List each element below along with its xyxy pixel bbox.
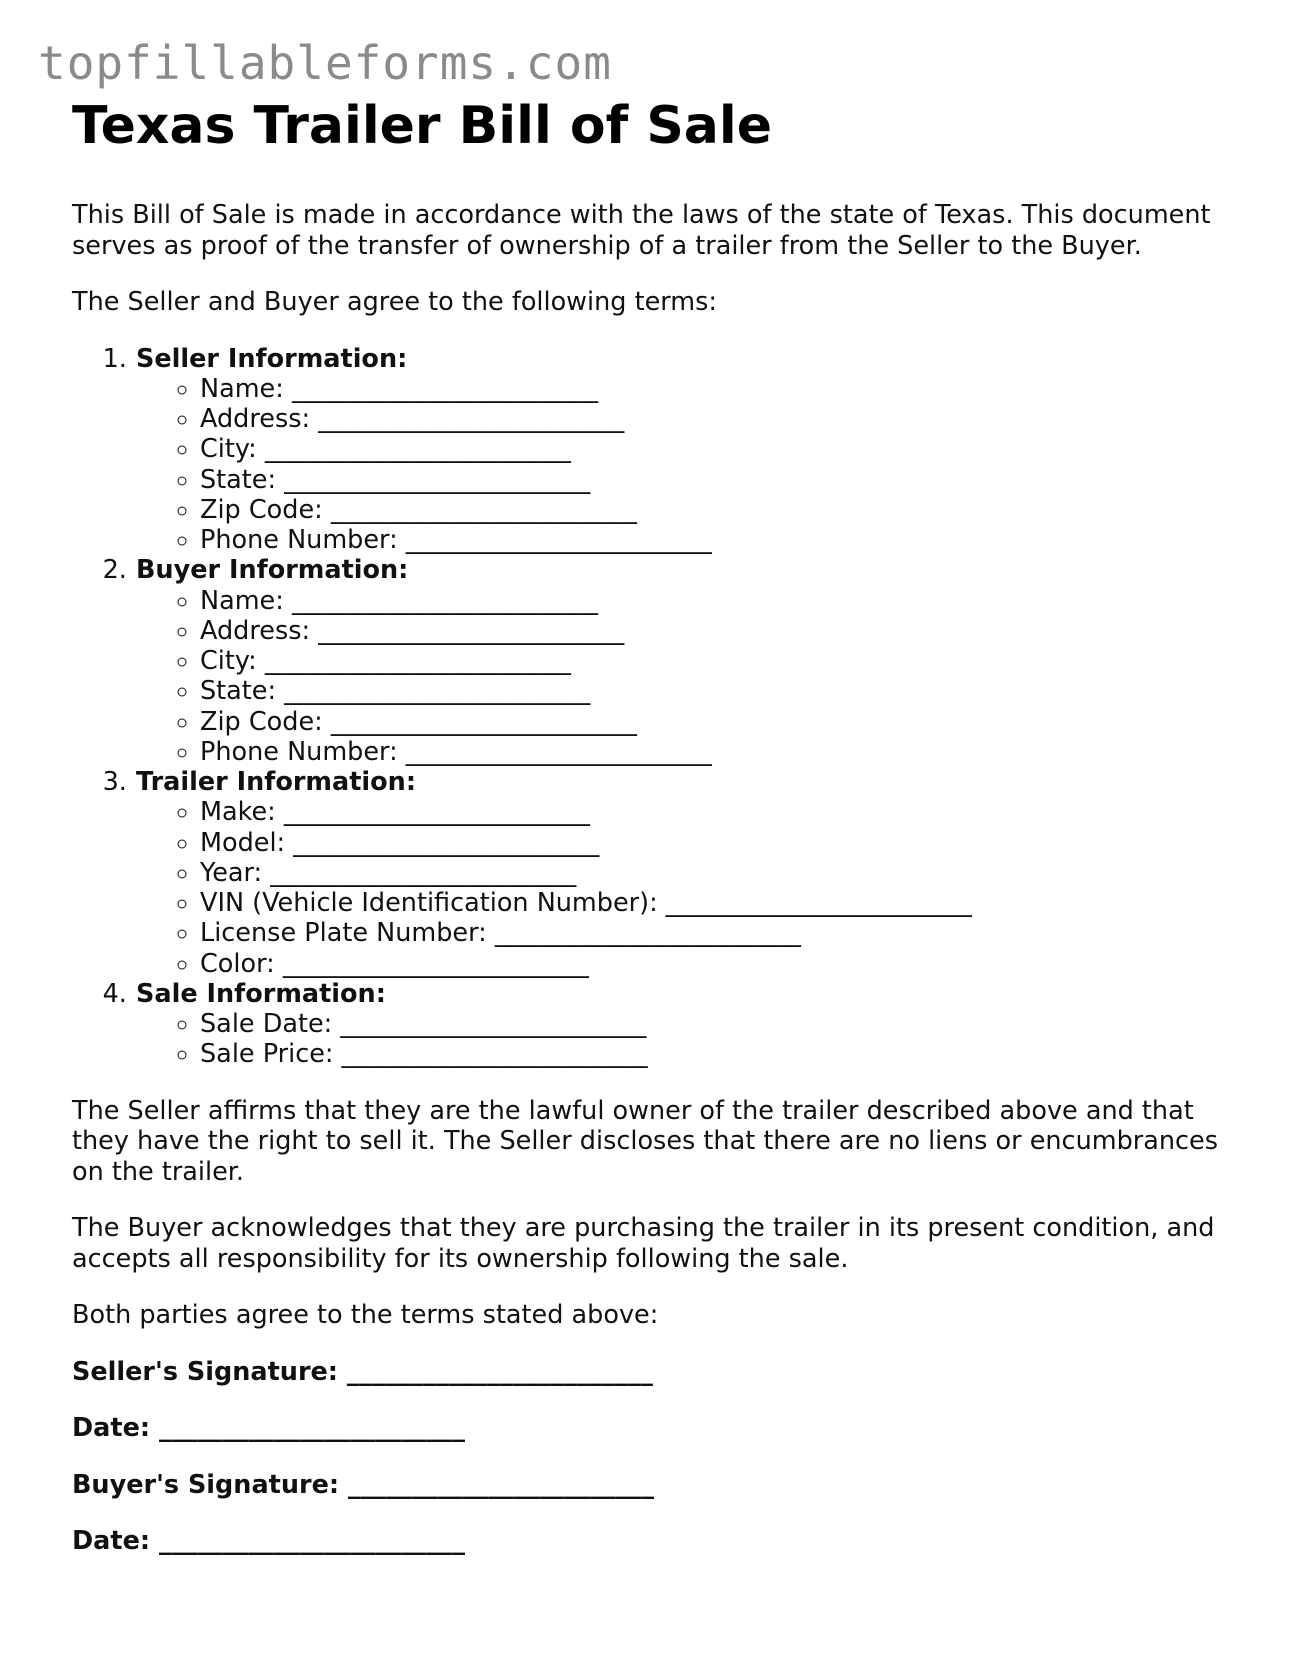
field-label: City:	[200, 434, 257, 465]
fill-blank[interactable]: ________________________	[158, 1526, 465, 1556]
field-trailer-year	[200, 858, 1232, 888]
buyer-signature-line	[72, 1470, 1232, 1501]
agree-terms-line: The Seller and Buyer agree to the following terms:	[72, 287, 718, 317]
fill-blank[interactable]: ________________________	[291, 373, 598, 404]
field-buyer-zip	[200, 707, 1232, 737]
buyer-date-line	[72, 1526, 1232, 1557]
section-sale-information	[135, 979, 1232, 1070]
field-list	[136, 1009, 1232, 1070]
field-label: Sale Date:	[200, 1009, 333, 1039]
field-label: Sale Price:	[200, 1039, 334, 1070]
section-title: Buyer Information:	[136, 555, 409, 586]
field-sale-date	[200, 1009, 1232, 1039]
terms-list	[72, 344, 1232, 1070]
fill-blank[interactable]: ________________________	[293, 827, 600, 858]
document-page	[72, 94, 1232, 1557]
fill-blank[interactable]: ________________________	[665, 888, 972, 918]
field-seller-state	[200, 465, 1232, 495]
section-buyer-information	[135, 555, 1232, 767]
field-label: VIN (Vehicle Identification Number):	[200, 888, 658, 918]
fill-blank[interactable]: ________________________	[340, 1009, 647, 1039]
field-buyer-state	[200, 676, 1232, 706]
fill-blank[interactable]: ________________________	[284, 676, 591, 707]
field-buyer-phone	[200, 737, 1232, 767]
section-trailer-information	[135, 767, 1232, 979]
field-trailer-license-plate	[200, 918, 1232, 948]
field-seller-name	[200, 374, 1232, 404]
field-label: Name:	[200, 585, 284, 616]
both-parties-line: Both parties agree to the terms stated above:	[72, 1300, 659, 1330]
fill-blank[interactable]: ________________________	[346, 1356, 653, 1387]
section-title: Sale Information:	[136, 978, 386, 1009]
fill-blank[interactable]: ________________________	[283, 797, 590, 828]
fill-blank[interactable]: ________________________	[494, 918, 801, 949]
field-label: Address:	[200, 615, 311, 646]
field-label: State:	[200, 464, 277, 495]
field-label: City:	[200, 646, 257, 676]
field-label: Phone Number:	[200, 736, 398, 767]
field-label: Year:	[200, 857, 263, 888]
field-buyer-name	[200, 586, 1232, 616]
fill-blank[interactable]: ________________________	[284, 464, 591, 495]
fill-blank[interactable]: ________________________	[347, 1469, 654, 1500]
fill-blank[interactable]: ________________________	[318, 404, 625, 434]
field-label: Make:	[200, 797, 276, 828]
field-seller-city	[200, 434, 1232, 464]
buyer-acknowledgment-paragraph: The Buyer acknowledges that they are purchasing the trailer in its present condition, and accepts all responsibility for its ownership following the sale.	[72, 1213, 1215, 1274]
fill-blank[interactable]: ________________________	[291, 585, 598, 616]
field-trailer-make	[200, 797, 1232, 827]
seller-date-line	[72, 1413, 1232, 1444]
field-seller-address	[200, 404, 1232, 434]
signature-label: Date:	[72, 1526, 151, 1556]
section-seller-information	[135, 344, 1232, 556]
field-buyer-city	[200, 646, 1232, 676]
document-title: Texas Trailer Bill of Sale	[72, 96, 772, 156]
fill-blank[interactable]: ________________________	[264, 646, 571, 676]
fill-blank[interactable]: ________________________	[264, 434, 571, 465]
seller-signature-line	[72, 1357, 1232, 1388]
field-label: Name:	[200, 373, 284, 404]
field-trailer-model	[200, 828, 1232, 858]
field-label: Zip Code:	[200, 494, 323, 525]
signature-label: Date:	[72, 1413, 151, 1443]
signature-label: Seller's Signature:	[72, 1356, 339, 1387]
seller-affirmation-paragraph: The Seller affirms that they are the lawful owner of the trailer described above and that they have the right to sell it. The Seller discloses that there are no liens or encumbrances on the trailer.	[72, 1095, 1219, 1187]
fill-blank[interactable]: ________________________	[341, 1039, 648, 1070]
watermark: topfillableforms.com	[38, 36, 612, 90]
fill-blank[interactable]: ________________________	[330, 706, 637, 737]
section-title: Seller Information:	[136, 343, 408, 374]
field-label: State:	[200, 676, 277, 707]
field-label: Color:	[200, 948, 275, 979]
field-trailer-color	[200, 949, 1232, 979]
field-trailer-vin	[200, 888, 1232, 918]
field-sale-price	[200, 1039, 1232, 1069]
fill-blank[interactable]: ________________________	[330, 494, 637, 525]
field-seller-zip	[200, 495, 1232, 525]
field-label: Model:	[200, 827, 286, 858]
fill-blank[interactable]: ________________________	[158, 1413, 465, 1443]
field-label: Zip Code:	[200, 706, 323, 737]
fill-blank[interactable]: ________________________	[405, 736, 712, 767]
signature-label: Buyer's Signature:	[72, 1469, 340, 1500]
field-label: Address:	[200, 404, 311, 434]
intro-paragraph: This Bill of Sale is made in accordance with the laws of the state of Texas. This document serves as proof of the transfer of ownership of a trailer from the Seller to the Buyer.	[72, 200, 1211, 261]
fill-blank[interactable]: ________________________	[270, 857, 577, 888]
fill-blank[interactable]: ________________________	[405, 525, 712, 555]
field-seller-phone	[200, 525, 1232, 555]
section-title: Trailer Information:	[136, 767, 417, 797]
field-list	[136, 797, 1232, 979]
fill-blank[interactable]: ________________________	[282, 948, 589, 979]
field-label: License Plate Number:	[200, 918, 487, 949]
field-list	[136, 586, 1232, 768]
field-list	[136, 374, 1232, 556]
field-label: Phone Number:	[200, 525, 398, 555]
field-buyer-address	[200, 616, 1232, 646]
fill-blank[interactable]: ________________________	[318, 615, 625, 646]
